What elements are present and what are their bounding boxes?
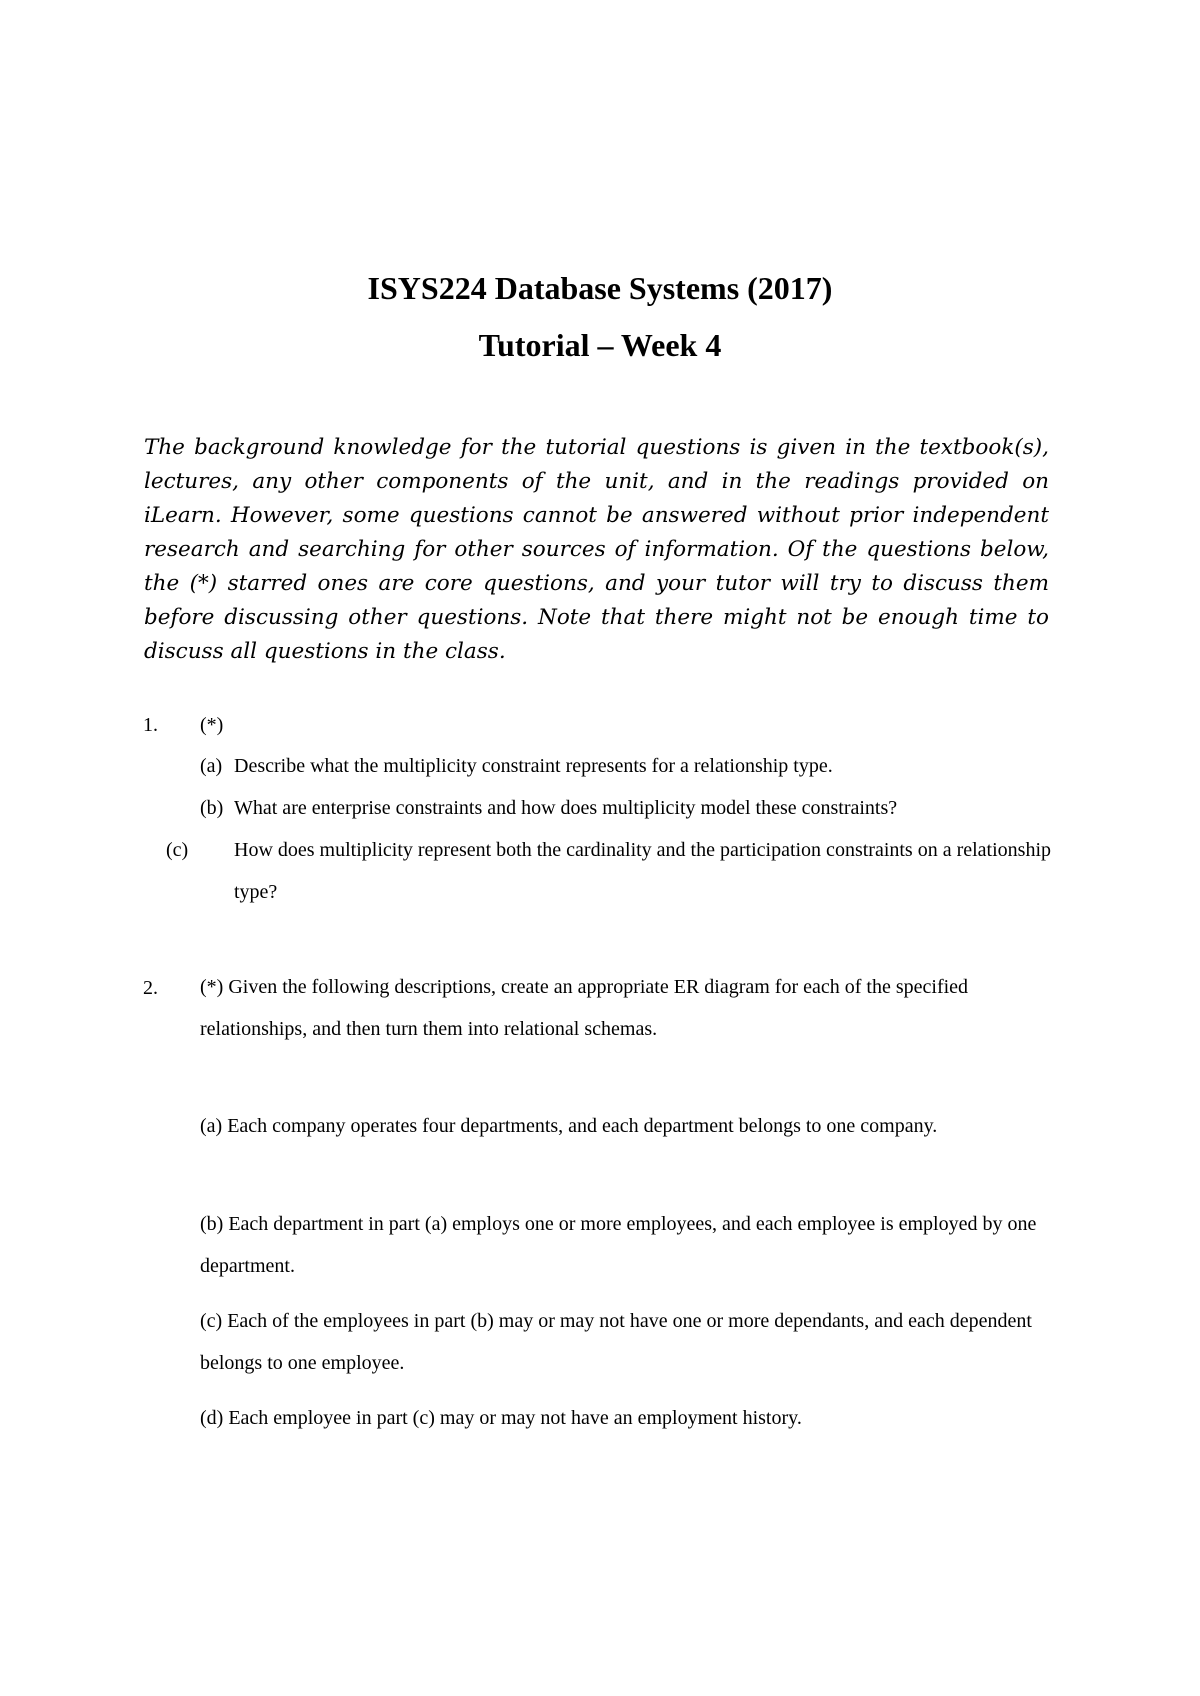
- part-text: How does multiplicity represent both the cardinality and the participation constraints on a relationship type?: [234, 839, 1052, 903]
- question-2-part-a: (a) Each company operates four departments, and each department belongs to one company.: [200, 1115, 938, 1137]
- intro-paragraph: The background knowledge for the tutorial questions is given in the textbook(s), lectures, any other components of the unit, and in the readings provided on iLearn. However, some questions cannot be answered without prior independent research and searching for other sources of information. Of the questions below, the (*) starred ones are core questions, and your tutor will try to discuss them before discussing other questions. Note that there might not be enough time to discuss all questions in the class.: [144, 435, 1049, 664]
- part-text: What are enterprise constraints and how does multiplicity model these constraints?: [234, 797, 898, 819]
- question-1-part-a: [200, 745, 1060, 787]
- question-1-number: 1.: [143, 714, 158, 736]
- part-label: (b): [200, 797, 224, 819]
- question-2-part-c: (c) Each of the employees in part (b) may or may not have one or more dependants, and each dependent belongs to one employee.: [200, 1310, 1032, 1374]
- question-2-number: 2.: [143, 977, 158, 999]
- question-2-part-d: (d) Each employee in part (c) may or may not have an employment history.: [200, 1407, 802, 1429]
- question-1-text: (*): [200, 714, 224, 736]
- question-2-text: (*) Given the following descriptions, create an appropriate ER diagram for each of the specified relationships, and then turn them into relational schemas.: [200, 976, 969, 1040]
- part-text: Describe what the multiplicity constraint represents for a relationship type.: [234, 755, 833, 777]
- question-1-part-c: [166, 829, 1094, 913]
- document-subtitle: Tutorial – Week 4: [478, 327, 722, 363]
- question-1-part-b: [200, 787, 1060, 829]
- part-label: (c): [166, 839, 189, 861]
- part-label: (a): [200, 755, 223, 777]
- document-title: ISYS224 Database Systems (2017): [367, 270, 833, 306]
- question-2-part-b: (b) Each department in part (a) employs one or more employees, and each employee is employed by one department.: [200, 1213, 1037, 1277]
